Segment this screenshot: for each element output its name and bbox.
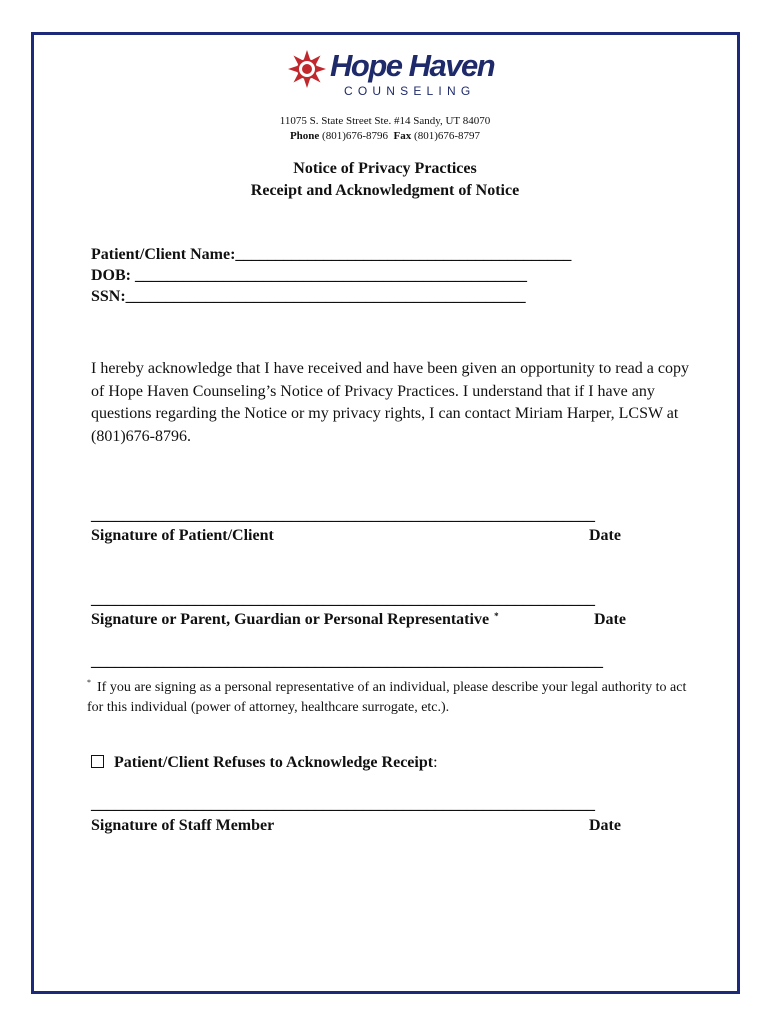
page-subtitle: Receipt and Acknowledgment of Notice (250, 182, 520, 199)
dob-field[interactable]: DOB: _________________________________________________ (91, 267, 527, 284)
parent-signature-label: Signature or Parent, Guardian or Personal Representative (91, 611, 490, 628)
footnote (87, 673, 687, 718)
staff-date-label: Date (589, 817, 621, 834)
fax-label: Fax (393, 130, 412, 142)
logo (288, 46, 495, 102)
footnote-marker: * (494, 611, 499, 621)
refuse-checkbox-row[interactable] (91, 754, 438, 772)
footnote-text: If you are signing as a personal representative of an individual, please describe your legal authority to act for this individual (power of attorney, healthcare surrogate, etc.). (87, 680, 687, 715)
compass-star-icon (288, 50, 326, 88)
logo-name: Hope Haven (330, 48, 495, 83)
patient-date-label: Date (589, 527, 621, 544)
refuse-colon: : (433, 754, 438, 771)
acknowledgment-text: I hereby acknowledge that I have received and have been given an opportunity to read a copy of Hope Haven Counseling’s Notice of Privacy Practices. I understand that if I have any questions regarding the Notice or my privacy rights, I can contact Miriam Harper, LCSW at (801)676-8796. (91, 360, 689, 445)
logo-subtitle: COUNSELING (344, 84, 476, 98)
parent-signature-label-row (91, 611, 499, 629)
patient-signature-line[interactable]: _______________________________________________________________ (91, 507, 595, 524)
contact-line (0, 130, 770, 142)
staff-signature-line[interactable]: _______________________________________________________________ (91, 796, 595, 813)
ssn-field[interactable]: SSN:__________________________________________________ (91, 288, 526, 305)
patient-name-field[interactable]: Patient/Client Name:__________________________________________ (91, 246, 572, 263)
page-title: Notice of Privacy Practices (293, 160, 477, 177)
parent-date-label: Date (594, 611, 626, 628)
fax-number: (801)676-8797 (414, 130, 481, 142)
address: 11075 S. State Street Ste. #14 Sandy, UT 84070 (279, 115, 491, 127)
representative-authority-line[interactable]: ________________________________________________________________ (91, 653, 603, 670)
staff-signature-label: Signature of Staff Member (91, 817, 275, 834)
patient-signature-label: Signature of Patient/Client (91, 527, 274, 544)
refuse-checkbox[interactable] (91, 755, 104, 768)
parent-signature-line[interactable]: _______________________________________________________________ (91, 591, 595, 608)
refuse-label: Patient/Client Refuses to Acknowledge Receipt (114, 754, 434, 771)
phone-label: Phone (289, 130, 320, 142)
footnote-mark: * (87, 678, 91, 687)
phone-number: (801)676-8796 (322, 130, 389, 142)
